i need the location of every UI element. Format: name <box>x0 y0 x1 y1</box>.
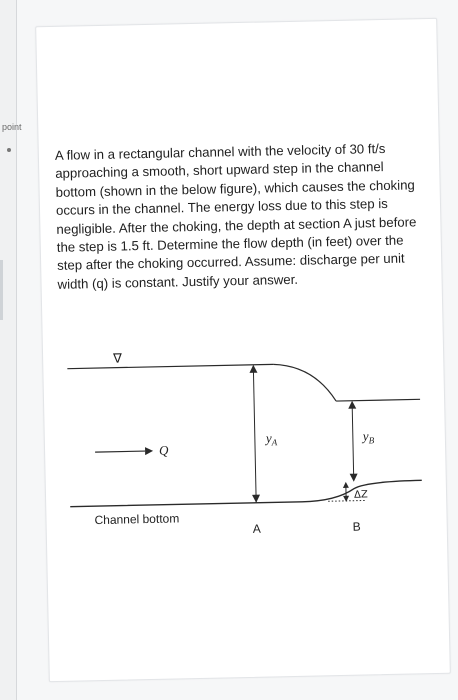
water-surface-upstream <box>67 364 273 368</box>
step-arrow-bottom <box>343 496 349 502</box>
flow-arrowhead <box>145 447 153 455</box>
water-surface-drop <box>273 363 336 402</box>
channel-bottom-label: Channel bottom <box>94 511 180 528</box>
section-a-label: A <box>252 521 261 536</box>
depth-b-dimension <box>352 405 354 480</box>
side-fragment-text: point <box>2 122 22 132</box>
svg-text:yA <box>264 430 278 447</box>
question-text: A flow in a rectangular channel with the velocity of 30 ft/s approaching a smooth, short upward step in the channel bottom (shown in the below figure), which causes the choking occurs in the channel. The energy loss due to this step is negligible. After the choking, the depth at section A just before the step is 1.5 ft. Determine the flow depth (in feet) over the step after the choking occurred. Assume: discharge per unit width (q) is constant. Justify your answer. <box>54 140 417 292</box>
svg-text:yB <box>361 428 375 445</box>
depth-a-subscript: A <box>271 437 278 448</box>
depth-a-dimension <box>253 369 256 503</box>
depth-b-label: y <box>362 428 369 444</box>
flow-label: Q <box>158 442 169 458</box>
bullet-dot <box>7 148 11 152</box>
flow-arrow <box>95 451 145 452</box>
step-arrow-top <box>343 482 349 488</box>
section-b-label: B <box>352 519 361 534</box>
depth-a-arrow-bottom <box>252 495 260 503</box>
water-surface-symbol: ∇ <box>113 351 123 367</box>
depth-a-label: y <box>265 430 272 446</box>
depth-b-arrow-top <box>348 401 356 409</box>
depth-b-arrow-bottom <box>350 474 358 482</box>
depth-b-subscript: B <box>368 435 375 446</box>
step-height-label: ΔZ <box>353 489 368 501</box>
channel-bottom-line <box>70 480 422 506</box>
question-panel <box>35 18 451 682</box>
channel-figure <box>63 337 427 554</box>
water-surface-downstream <box>336 399 420 401</box>
depth-a-arrow-top <box>249 365 257 373</box>
left-edge-strip <box>0 0 22 700</box>
side-tab <box>0 260 3 320</box>
